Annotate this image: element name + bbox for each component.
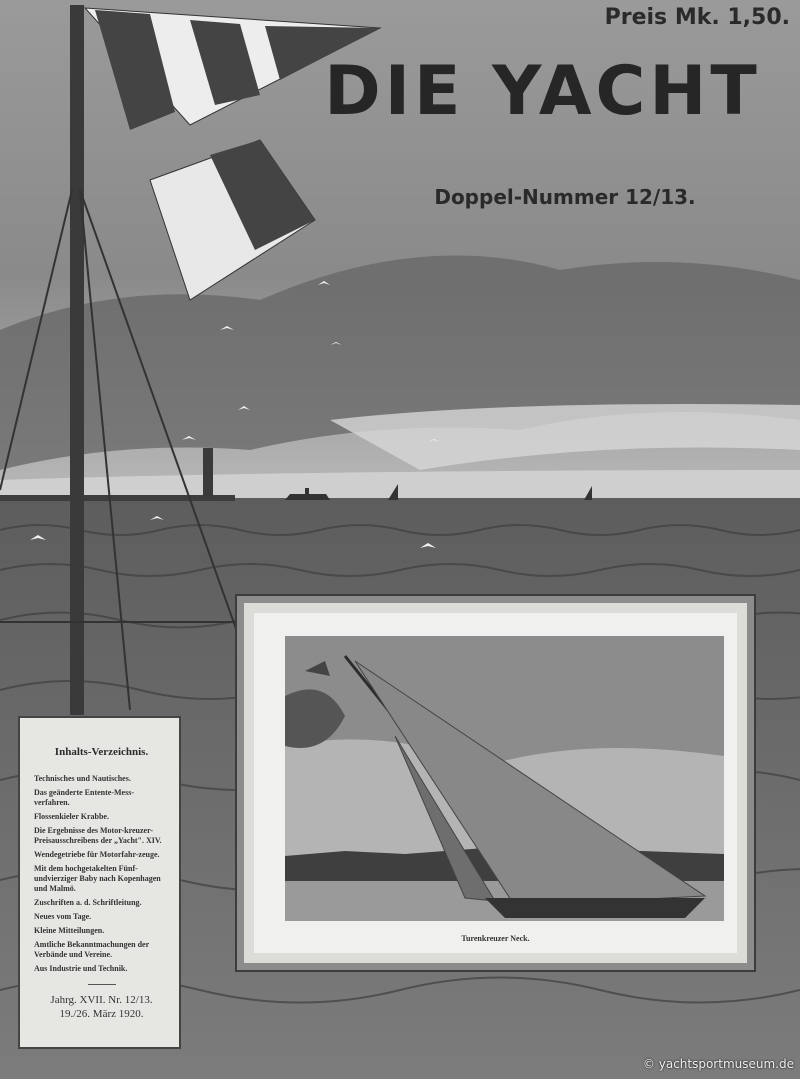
toc-volume: Jahrg. XVII. Nr. 12/13. xyxy=(50,994,153,1006)
photo-caption: Turenkreuzer Neck. xyxy=(461,934,530,943)
toc-item: Flossenkieler Krabbe. xyxy=(34,812,109,821)
issue-number: Doppel-Nummer 12/13. xyxy=(434,185,696,209)
toc-item: Amtliche Bekanntmachungen der Verbände und Vereine. xyxy=(34,940,149,959)
photo-frame xyxy=(237,596,754,970)
toc-item: Aus Industrie und Technik. xyxy=(34,964,128,973)
mast xyxy=(70,5,84,715)
toc-item: Neues vom Tage. xyxy=(34,912,92,921)
table-of-contents xyxy=(18,716,181,1049)
toc-divider xyxy=(88,984,116,985)
shoreline xyxy=(0,495,235,501)
yacht-photo xyxy=(285,636,724,921)
toc-item: Kleine Mitteilungen. xyxy=(34,926,105,935)
price-label: Preis Mk. 1,50. xyxy=(604,5,790,30)
magazine-title: DIE YACHT xyxy=(324,52,761,131)
toc-list xyxy=(34,774,169,974)
lighthouse xyxy=(203,448,213,498)
toc-item: Zuschriften a. d. Schriftleitung. xyxy=(34,898,142,907)
toc-item: Technisches und Nautisches. xyxy=(34,774,131,783)
toc-date: 19./26. März 1920. xyxy=(59,1008,144,1020)
toc-heading: Inhalts-Verzeichnis. xyxy=(54,746,149,758)
copyright-credit: © yachtsportmuseum.de xyxy=(642,1057,794,1071)
toc-item: Die Ergebnisse des Motor-kreuzer-Preisausschreibens der „Yacht". XIV. xyxy=(34,826,162,845)
toc-item: Wendegetriebe für Motorfahr-zeuge. xyxy=(34,850,160,859)
toc-item: Mit dem hochgetakelten Fünf-undvierziger Baby nach Kopenhagen und Malmö. xyxy=(34,864,161,893)
photo-mat xyxy=(254,613,737,953)
toc-item: Das geänderte Entente-Mess-verfahren. xyxy=(34,788,134,807)
